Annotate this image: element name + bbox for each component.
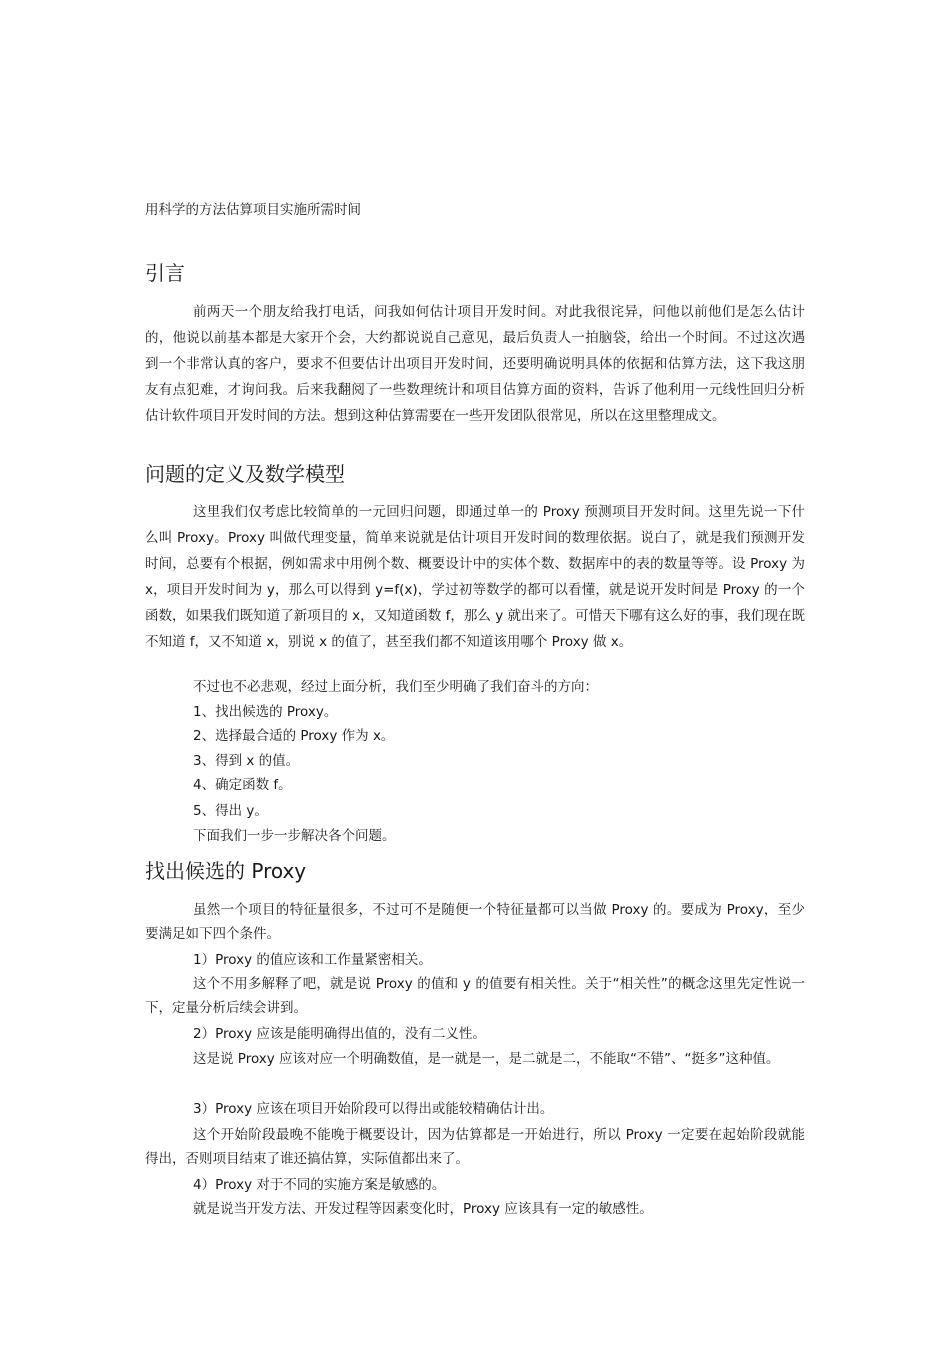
proxy-intro: 虽然一个项目的特征量很多，不过可不是随便一个特征量都可以当做 Proxy 的。要成为 Proxy，至少要满足如下四个条件。 [145, 902, 805, 942]
step-item: 2、选择最合适的 Proxy 作为 x。 [193, 728, 395, 744]
steps-intro: 不过也不必悲观，经过上面分析，我们至少明确了我们奋斗的方向： [193, 679, 598, 695]
paragraph: 前两天一个朋友给我打电话，问我如何估计项目开发时间。对此我很诧异，问他以前他们是怎么估计的，他说以前基本都是大家开个会，大约都说说自己意见，最后负责人一拍脑袋，给出一个时间。不过这次遇到一个非常认真的客户，要求不但要估计出项目开发时间，还要明确说明具体的依据和估算方法，这下我这朋友有点犯难，才询问我。后来我翻阅了一些数理统计和项目估算方面的资料，告诉了他利用一元线性回归分析估计软件项目开发时间的方法。想到这种估算需要在一些开发团队很常见，所以在这里整理成文。 [145, 304, 805, 424]
steps-outro: 下面我们一步一步解决各个问题。 [193, 828, 396, 844]
paragraph: 这里我们仅考虑比较简单的一元回归问题，即通过单一的 Proxy 预测项目开发时间。这里先说一下什么叫 Proxy。Proxy 叫做代理变量，简单来说就是估计项目开发时间的数理依据。说白了，就是我们预测开发时间，总要有个根据，例如需求中用例个数、概要设计中的实体个数、数据库中的表的数量等等。设 Proxy 为 x，项目开发时间为 y，那么可以得到 y=f(x)，学过初等数学的都可以看懂，就是说开发时间是 Proxy 的一个函数，如果我们既知道了新项目的 x，又知道函数 f，那么 y 就出来了。可惜天下哪有这么好的事，我们现在既不知道 f，又不知道 x，别说 x 的值了，甚至我们都不知道该用哪个 Proxy 做 x。 [145, 504, 805, 650]
section-definition-body [145, 499, 805, 655]
condition-detail: 就是说当开发方法、开发过程等因素变化时，Proxy 应该具有一定的敏感性。 [193, 1201, 653, 1217]
condition-label: 3）Proxy 应该在项目开始阶段可以得出或能较精确估计出。 [193, 1101, 554, 1117]
document-title: 用科学的方法估算项目实施所需时间 [145, 202, 361, 218]
section-intro-body [145, 299, 805, 429]
step-item: 4、确定函数 f。 [193, 777, 292, 793]
section-heading-intro: 引言 [145, 261, 185, 285]
condition-detail: 这是说 Proxy 应该对应一个明确数值，是一就是一，是二就是二，不能取“不错”、“挺多”这种值。 [193, 1051, 780, 1067]
step-item: 3、得到 x 的值。 [193, 753, 300, 769]
condition-label: 2）Proxy 应该是能明确得出值的，没有二义性。 [193, 1026, 486, 1042]
condition-label: 4）Proxy 对于不同的实施方案是敏感的。 [193, 1177, 446, 1193]
condition-detail: 这个不用多解释了吧，就是说 Proxy 的值和 y 的值要有相关性。关于“相关性”的概念这里先定性说一下，定量分析后续会讲到。 [145, 976, 805, 1016]
section-heading-proxy: 找出候选的 Proxy [145, 859, 307, 883]
section-heading-definition: 问题的定义及数学模型 [145, 462, 345, 486]
step-item: 1、找出候选的 Proxy。 [193, 704, 338, 720]
step-item: 5、得出 y。 [193, 803, 268, 819]
condition-detail: 这个开始阶段最晚不能晚于概要设计，因为估算都是一开始进行，所以 Proxy 一定要在起始阶段就能得出，否则项目结束了谁还搞估算，实际值都出来了。 [145, 1127, 805, 1167]
condition-label: 1）Proxy 的值应该和工作量紧密相关。 [193, 952, 432, 968]
